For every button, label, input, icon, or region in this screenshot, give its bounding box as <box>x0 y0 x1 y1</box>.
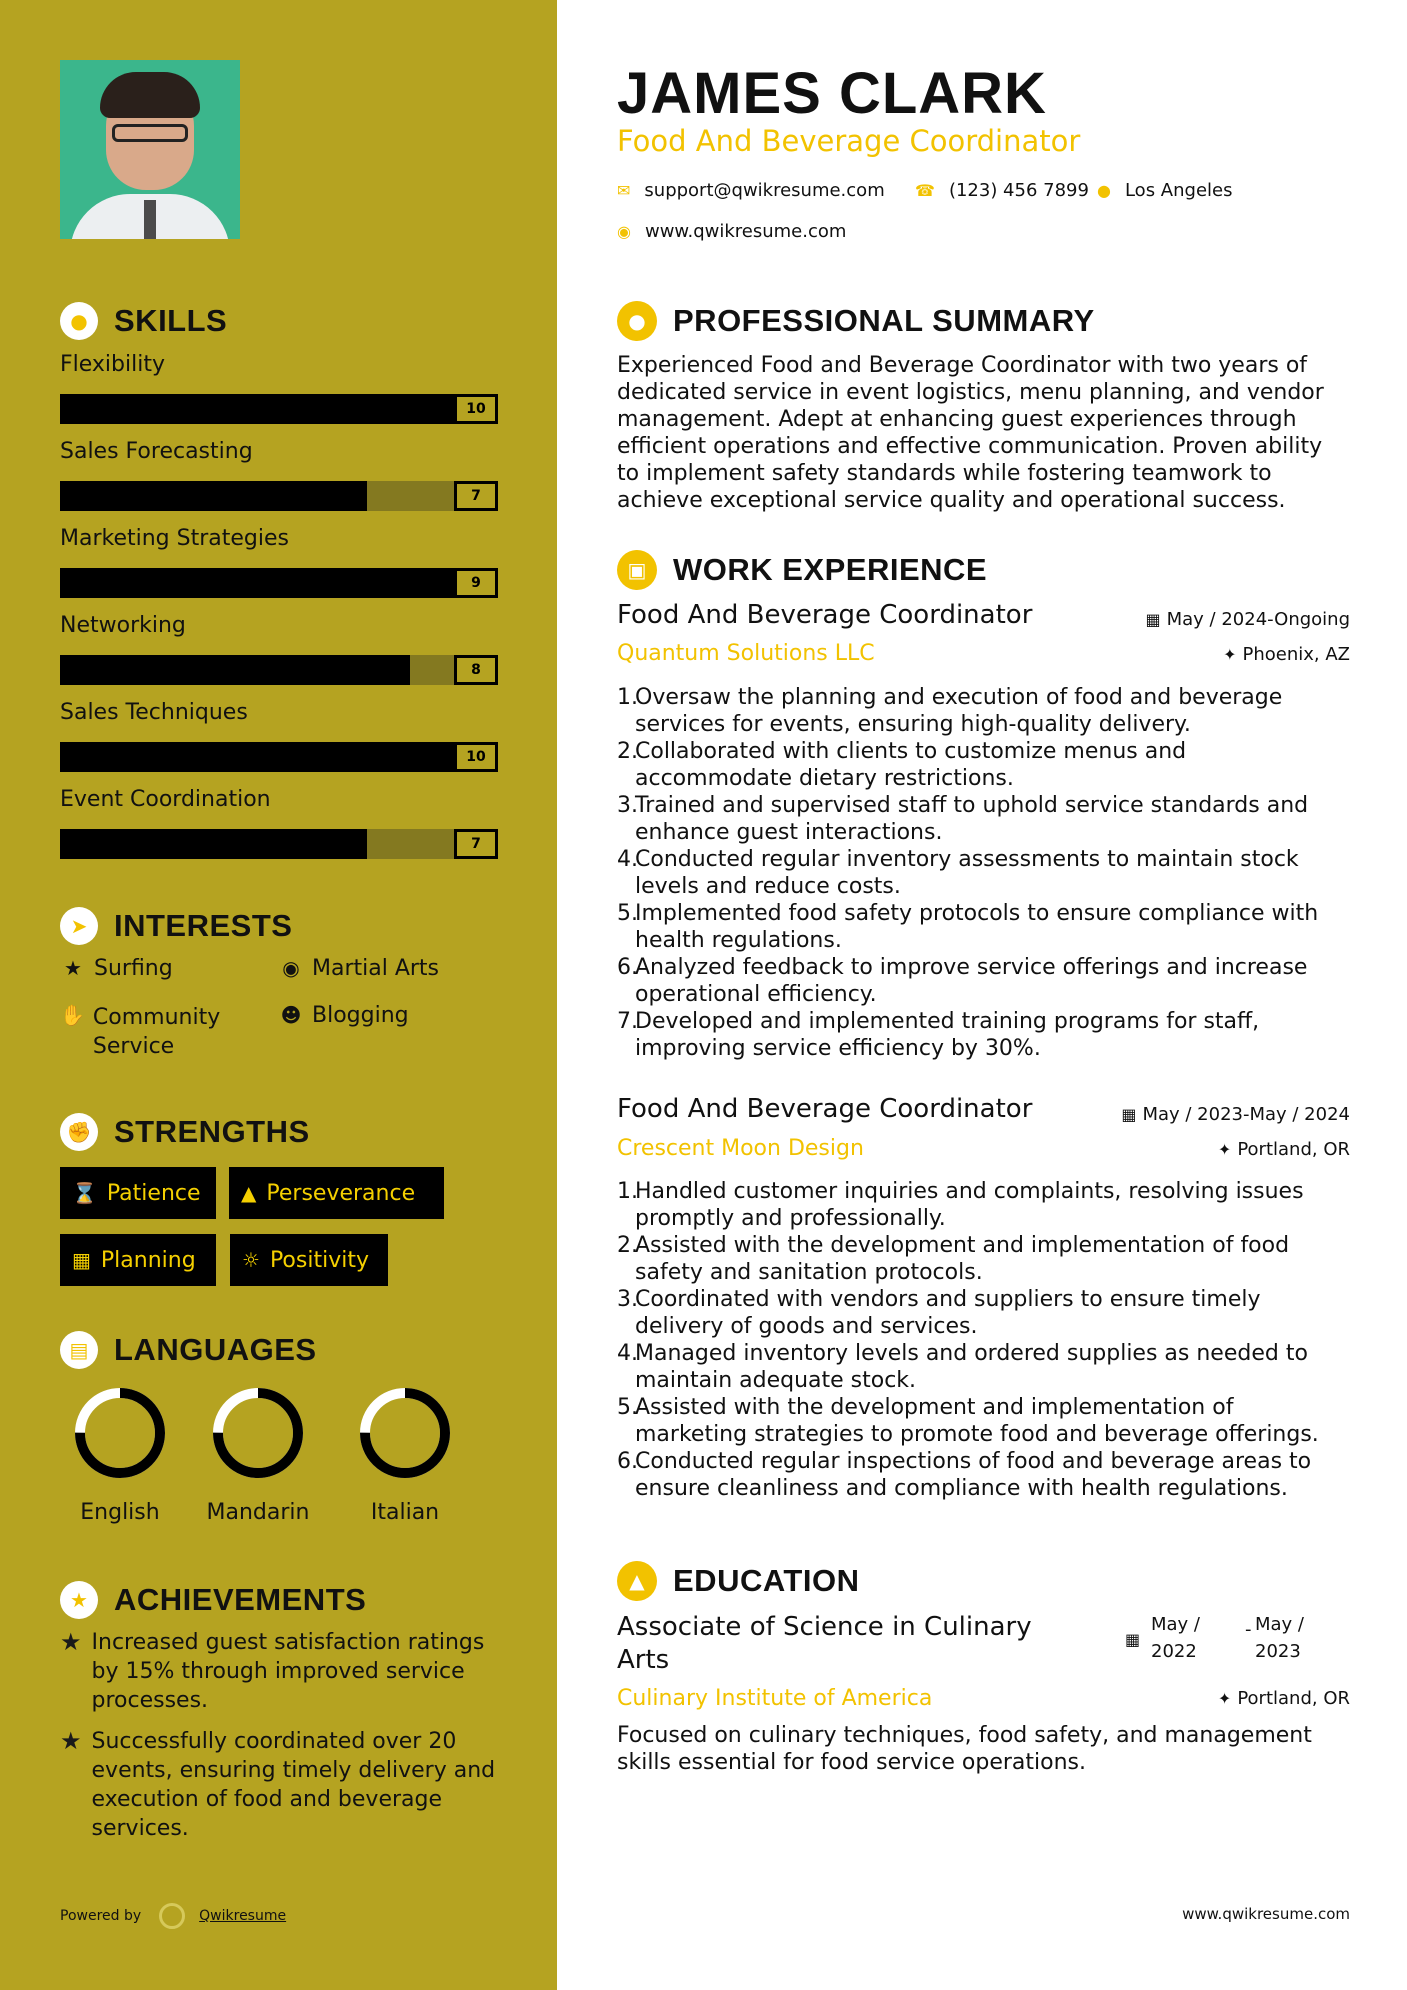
list-item: 6. Conducted regular inspections of food and beverage areas to ensure cleanliness and compliance with health regulations. <box>617 1449 1312 1501</box>
user-icon: ● <box>617 301 657 341</box>
contact-phone[interactable]: ☎ (123) 456 7899 <box>915 180 1089 201</box>
pin-icon: ✦ <box>1223 645 1237 664</box>
language-item <box>198 1386 318 1525</box>
job-date: ▦ May / 2023-May / 2024 <box>1121 1104 1350 1125</box>
job-date: ▦ May / 2024-Ongoing <box>1145 609 1350 630</box>
list-item: 4. Conducted regular inventory assessments to maintain stock levels and reduce costs. <box>617 847 1299 899</box>
envelope-icon: ✉ <box>617 181 631 200</box>
job-title: Food And Beverage Coordinator <box>617 600 1033 630</box>
language-name: English <box>80 1500 160 1525</box>
summary-heading: ● PROFESSIONAL SUMMARY <box>617 301 1095 341</box>
profile-photo <box>60 60 240 239</box>
qwikresume-logo-icon <box>159 1903 185 1929</box>
interest-item: ◉ Martial Arts <box>278 956 439 981</box>
strengths-heading: ✊ STRENGTHS <box>60 1113 310 1151</box>
hand-icon: ✋ <box>60 1003 85 1027</box>
skill-name: Sales Forecasting <box>60 439 253 464</box>
briefcase-icon: ▣ <box>617 550 657 590</box>
calendar-icon: ▦ <box>72 1248 91 1272</box>
interests-heading: ➤ INTERESTS <box>60 907 292 945</box>
language-name: Mandarin <box>206 1500 310 1525</box>
list-item: 6. Analyzed feedback to improve service offerings and increase operational efficiency. <box>617 955 1308 1007</box>
skill-item <box>60 787 498 859</box>
skills-heading: ● SKILLS <box>60 302 227 340</box>
map-pin-icon: ● <box>1097 181 1111 200</box>
list-item: 4. Managed inventory levels and ordered supplies as needed to maintain adequate stock. <box>617 1341 1308 1393</box>
calendar-icon: ▦ <box>1125 1630 1141 1649</box>
education-location: ✦ Portland, OR <box>1217 1688 1350 1709</box>
list-item: 5. Implemented food safety protocols to ensure compliance with health regulations. <box>617 901 1319 953</box>
strength-chip: ▲ Perseverance <box>229 1167 444 1219</box>
job-title: Food And Beverage Coordinator <box>617 1094 1033 1124</box>
users-icon: ☻ <box>280 1003 302 1027</box>
skill-bar <box>60 568 498 598</box>
skill-name: Event Coordination <box>60 787 271 812</box>
strength-chip: ☼ Positivity <box>230 1234 388 1286</box>
interest-item: ✋ Community Service <box>60 1003 221 1059</box>
interest-item: ☻ Blogging <box>278 1003 409 1028</box>
job-duties <box>617 684 1350 1062</box>
skill-score: 9 <box>454 568 498 598</box>
skill-item <box>60 700 498 772</box>
job-duties <box>617 1178 1350 1502</box>
skill-bar <box>60 394 498 424</box>
achievement-item: ★ Successfully coordinated over 20 events, ensuring timely delivery and execution of food and beverage services. <box>60 1727 496 1841</box>
contact-website[interactable]: ◉ www.qwikresume.com <box>617 221 847 242</box>
strength-chip: ⌛ Patience <box>60 1167 216 1219</box>
language-icon: ▤ <box>60 1331 98 1369</box>
skill-score: 7 <box>454 481 498 511</box>
skill-name: Flexibility <box>60 352 165 377</box>
pin-icon: ✦ <box>1217 1689 1232 1708</box>
paper-plane-icon: ➤ <box>60 907 98 945</box>
list-item: 7. Developed and implemented training programs for staff, improving service efficiency by 30%. <box>617 1009 1260 1061</box>
language-name: Italian <box>370 1500 440 1525</box>
star-icon: ★ <box>60 1727 82 1755</box>
sidebar <box>0 0 557 1990</box>
graduation-cap-icon: ▲ <box>617 1561 657 1601</box>
skill-name: Networking <box>60 613 186 638</box>
skill-bar <box>60 742 498 772</box>
contact-location: ● Los Angeles <box>1097 180 1233 201</box>
star-icon: ★ <box>64 956 82 980</box>
interest-item: ★ Surfing <box>60 956 173 981</box>
footer-url[interactable]: www.qwikresume.com <box>1182 1905 1350 1923</box>
skill-score: 8 <box>454 655 498 685</box>
skill-score: 10 <box>454 742 498 772</box>
calendar-icon: ▦ <box>1145 610 1161 629</box>
sun-icon: ☼ <box>242 1248 260 1272</box>
fist-icon: ✊ <box>60 1113 98 1151</box>
contact-email[interactable]: ✉ support@qwikresume.com <box>617 180 885 201</box>
degree-title: Associate of Science in Culinary Arts <box>617 1612 1032 1675</box>
date-separator: - <box>1245 1619 1252 1640</box>
skill-bar <box>60 481 498 511</box>
languages-heading: ▤ LANGUAGES <box>60 1331 317 1369</box>
skill-score: 10 <box>454 394 498 424</box>
education-heading: ▲ EDUCATION <box>617 1561 859 1601</box>
education-description: Focused on culinary techniques, food safety, and management skills essential for food service operations. <box>617 1723 1312 1775</box>
hourglass-icon: ⌛ <box>72 1181 97 1205</box>
experience-heading: ▣ WORK EXPERIENCE <box>617 550 987 590</box>
list-item: 2. Assisted with the development and implementation of food safety and sanitation protocols. <box>617 1233 1290 1285</box>
list-item: 1. Oversaw the planning and execution of food and beverage services for events, ensuring high-quality delivery. <box>617 685 1283 737</box>
school-name: Culinary Institute of America <box>617 1686 933 1711</box>
list-item: 5. Assisted with the development and implementation of marketing strategies to promote food and beverage offerings. <box>617 1395 1319 1447</box>
education-start-date: May / 2022 <box>1151 1614 1200 1662</box>
skill-item <box>60 526 498 598</box>
calendar-icon: ▦ <box>1121 1105 1137 1124</box>
phone-icon: ☎ <box>915 181 935 200</box>
job-company: Quantum Solutions LLC <box>617 641 875 666</box>
language-level-ring <box>358 1386 452 1480</box>
lightbulb-icon: ● <box>60 302 98 340</box>
language-item <box>60 1386 180 1525</box>
pin-icon: ✦ <box>1217 1140 1232 1159</box>
skill-score: 7 <box>454 829 498 859</box>
globe-icon: ◉ <box>617 222 631 241</box>
list-item: 1. Handled customer inquiries and complaints, resolving issues promptly and professionally. <box>617 1179 1304 1231</box>
skill-bar <box>60 829 498 859</box>
language-level-ring <box>211 1386 305 1480</box>
achievement-item: ★ Increased guest satisfaction ratings by 15% through improved service processes. <box>60 1628 485 1713</box>
candidate-role: Food And Beverage Coordinator <box>617 124 1081 158</box>
summary-text: Experienced Food and Beverage Coordinator with two years of dedicated service in event logistics, menu planning, and vendor management. Adept at enhancing guest experiences through efficient operations and effective communication. Proven ability to implement safety standards while fostering teamwork to achieve exceptional service quality and operational success. <box>617 353 1324 513</box>
job-location: ✦ Phoenix, AZ <box>1223 644 1350 665</box>
job-location: ✦ Portland, OR <box>1217 1139 1350 1160</box>
list-item: 2. Collaborated with clients to customize menus and accommodate dietary restrictions. <box>617 739 1187 791</box>
achievements-heading: ★ ACHIEVEMENTS <box>60 1581 366 1619</box>
strength-chip: ▦ Planning <box>60 1234 216 1286</box>
skill-bar <box>60 655 498 685</box>
skill-item <box>60 613 498 685</box>
trophy-icon: ★ <box>60 1581 98 1619</box>
qwikresume-link[interactable]: Qwikresume <box>199 1908 287 1924</box>
skill-item <box>60 439 498 511</box>
list-item: 3. Trained and supervised staff to uphold service standards and enhance guest interactions. <box>617 793 1309 845</box>
language-level-ring <box>73 1386 167 1480</box>
skill-item <box>60 352 498 424</box>
star-icon: ★ <box>60 1628 82 1656</box>
skill-name: Marketing Strategies <box>60 526 289 551</box>
list-item: 3. Coordinated with vendors and suppliers to ensure timely delivery of goods and services. <box>617 1287 1261 1339</box>
globe-icon: ◉ <box>282 956 300 980</box>
job-company: Crescent Moon Design <box>617 1136 864 1161</box>
language-item <box>345 1386 465 1525</box>
education-end-date: May / 2023 <box>1255 1614 1304 1662</box>
powered-by: Powered by Qwikresume <box>60 1903 286 1929</box>
skill-name: Sales Techniques <box>60 700 248 725</box>
road-icon: ▲ <box>241 1181 257 1205</box>
candidate-name: JAMES CLARK <box>617 61 1047 126</box>
